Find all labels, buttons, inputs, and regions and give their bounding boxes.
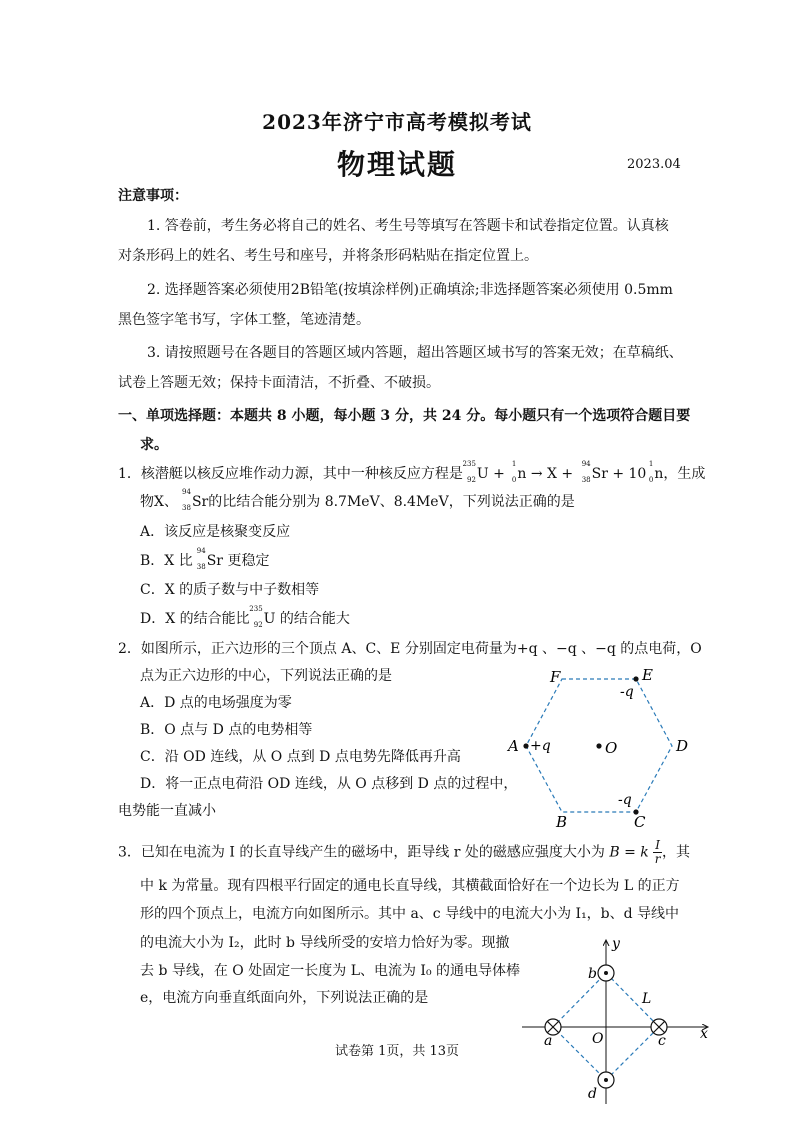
point-a (523, 743, 528, 748)
label-d-wire: d (588, 1086, 597, 1102)
exam-date: 2023.04 (627, 157, 681, 172)
q3-line-1: 3．已知在电流为 I 的长直导线产生的磁场中，距导线 r 处的磁感应强度大小为 B = k $\frac{I}{r}$ ，其 (118, 838, 690, 866)
label-c-wire: c (658, 1033, 666, 1049)
page-footer: 试卷第 1页，共 13页 (334, 1044, 460, 1059)
notice-line-3: 2. 选择题答案必须使用2B铅笔(按填涂样例)正确填涂;非选择题答案必须使用 0.5mm (147, 282, 673, 298)
q2-stem-1: 2．如图所示，正六边形的三个顶点 A、C、E 分别固定电荷量为+q 、−q 、−q 的点电荷，O (118, 641, 702, 657)
label-d: D (676, 737, 689, 755)
notice-line-1: 1. 答卷前，考生务必将自己的姓名、考生号等填写在答题卡和试卷指定位置。认真核 (147, 218, 669, 234)
q1-stem-text: 1．核潜艇以核反应堆作动力源，其中一种核反应方程是 (118, 466, 463, 482)
q1-option-b: B．X 比 94 38 Sr 更稳定 (140, 547, 270, 571)
q3-line-2: 中 k 为常量。现有四根平行固定的通电长直导线，其横截面恰好在一个边长为 L 的正方 (140, 878, 680, 894)
label-o: O (605, 739, 618, 757)
point-e (633, 676, 638, 681)
label-a: A (508, 737, 519, 755)
q3-line-4: 的电流大小为 I₂，此时 b 导线所受的安培力恰好为零。现撤 (140, 935, 510, 951)
q2-option-d-2: 电势能一直减小 (118, 803, 216, 819)
label-b-wire: b (588, 966, 597, 982)
charge-e: -q (620, 684, 634, 700)
q1-option-a: A．该反应是核聚变反应 (140, 524, 291, 540)
notice-line-2: 对条形码上的姓名、考生号和座号，并将条形码粘贴在指定位置上。 (118, 248, 538, 264)
label-l: L (642, 991, 652, 1007)
isotope-sr: 94 38 (581, 460, 591, 484)
subject-title: 物理试题 (336, 148, 457, 181)
section-heading-cont: 求。 (140, 437, 168, 453)
point-o (596, 743, 601, 748)
q3-line-5: 去 b 导线，在 O 处固定一长度为 L、电流为 I₀ 的通电导体棒 (140, 963, 521, 979)
label-c: C (634, 813, 646, 830)
notice-line-5: 3. 请按照题号在各题目的答题区域内答题，超出答题区域书写的答案无效；在草稿纸、 (147, 345, 683, 361)
label-x: x (700, 1026, 708, 1042)
section-heading: 一、单项选择题：本题共 8 小题，每小题 3 分，共 24 分。每小题只有一个选项符合题目要 (118, 408, 691, 424)
label-b: B (556, 813, 568, 830)
q1-stem-line2: 物X、 94 38 Sr的比结合能分别为 8.7MeV、8.4MeV，下列说法正确的是 (140, 488, 575, 512)
notice-line-4: 黑色签字笔书写，字体工整，笔迹清楚。 (118, 312, 370, 328)
notice-line-6: 试卷上答题无效；保持卡面清洁，不折叠、不破损。 (118, 375, 440, 391)
q2-option-b: B．O 点与 D 点的电势相等 (140, 722, 313, 738)
label-o-origin: O (592, 1031, 604, 1047)
isotope-u: 235 92 (462, 460, 476, 484)
q2-option-d-1: D．将一正点电荷沿 OD 连线，从 O 点移到 D 点的过程中， (140, 776, 518, 792)
q3-line-3: 形的四个顶点上，电流方向如图所示。其中 a、c 导线中的电流大小为 I₁，b、d 导线中 (140, 906, 680, 922)
q2-option-c: C．沿 OD 连线，从 O 点到 D 点电势先降低再升高 (140, 749, 461, 765)
label-y: y (612, 936, 620, 952)
q2-stem-2: 点为正六边形的中心，下列说法正确的是 (140, 668, 392, 684)
q1-option-c: C．X 的质子数与中子数相等 (140, 582, 320, 598)
hexagon-figure (500, 660, 700, 830)
charge-a: +q (530, 738, 551, 754)
q1-option-d: D．X 的结合能比 235 92 U 的结合能大 (140, 605, 350, 629)
charge-c: -q (618, 792, 632, 808)
formula-fraction: $\frac{I}{r}$ (654, 838, 661, 866)
label-a-wire: a (544, 1033, 553, 1049)
label-e: E (642, 666, 653, 684)
q1-stem: 1．核潜艇以核反应堆作动力源，其中一种核反应方程是 235 92 U + 1 0 n → X + 94 38 Sr + 10 1 0 n，生成 (118, 460, 706, 484)
wire-square-figure (512, 930, 722, 1110)
notice-heading: 注意事项： (118, 188, 188, 204)
q3-line-6: e，电流方向垂直纸面向外，下列说法正确的是 (140, 990, 429, 1006)
isotope-n: 1 0 (511, 460, 517, 484)
label-f: F (550, 668, 561, 686)
q2-option-a: A．D 点的电场强度为零 (140, 695, 292, 711)
exam-title: 2023年济宁市高考模拟考试 (262, 110, 532, 134)
